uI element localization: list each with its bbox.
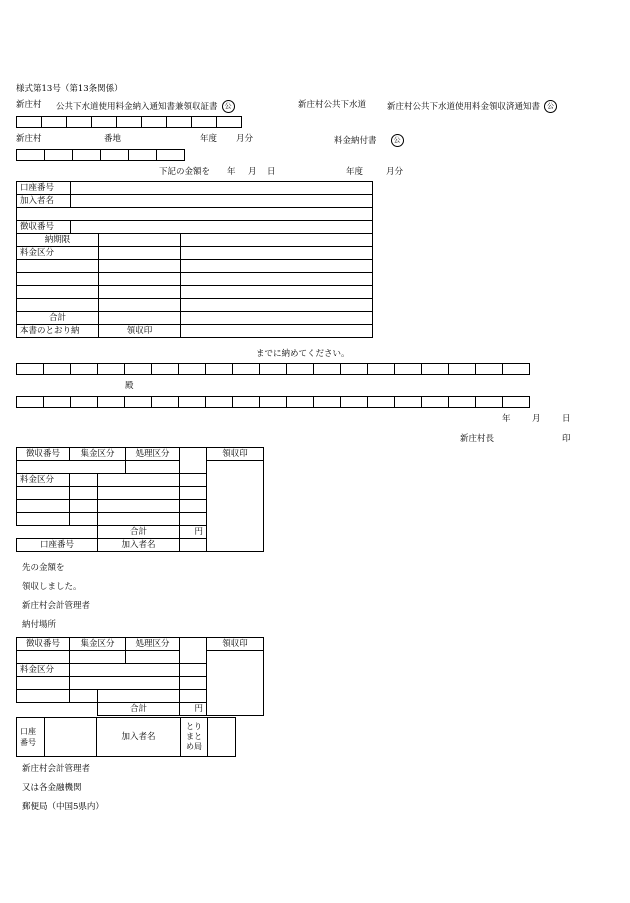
stub1-yen: 円	[180, 526, 207, 539]
receipt-seal-label: 領収印	[99, 325, 181, 338]
received-line-4: 納付場所	[22, 620, 57, 630]
stub2-processing-cat: 処理区分	[126, 638, 180, 651]
address-lot: 番地	[104, 134, 122, 144]
stub1-subscriber: 加入者名	[98, 539, 180, 552]
stub2-total: 合計	[98, 703, 180, 716]
stub2-account-no: 口座番号	[17, 718, 45, 757]
payment-doc-text: 料金納付書	[334, 136, 377, 146]
receipt-stub-1	[16, 447, 264, 552]
stub1-account-no: 口座番号	[17, 539, 98, 552]
box-row-top	[16, 116, 242, 128]
receipt-stub-2-bottom	[16, 717, 236, 757]
pay-per-doc-label: 本書のとおり納	[17, 325, 99, 338]
amount-line-month: 月	[248, 167, 257, 177]
recipient-suffix: 殿	[125, 381, 134, 391]
deadline-text: までに納めてください。	[256, 349, 350, 359]
stub2-collection-cat: 集金区分	[70, 638, 126, 651]
stub2-receipt-seal: 領収印	[207, 638, 264, 651]
due-date-label: 納期限	[17, 234, 99, 247]
stub2-subscriber: 加入者名	[97, 718, 181, 757]
footer-line-3: 郵便局（中国5県内）	[22, 802, 104, 812]
receipt-notice-title	[387, 100, 557, 113]
date-day: 日	[562, 414, 571, 424]
total-label: 合計	[17, 312, 99, 325]
box-row-address	[16, 149, 185, 161]
stub1-fee-category: 料金区分	[17, 474, 70, 487]
stub1-collection-cat: 集金区分	[70, 448, 126, 461]
received-line-1: 先の金額を	[22, 563, 65, 573]
amount-line-year: 年	[227, 167, 236, 177]
box-row-recipient	[16, 396, 530, 408]
notice-title	[56, 100, 235, 113]
amount-line-text: 下記の金額を	[159, 167, 211, 177]
box-row-deadline	[16, 363, 530, 375]
payment-doc-title	[334, 134, 404, 147]
collection-no-label: 徴収番号	[17, 221, 71, 234]
mayor-title: 新庄村長	[460, 434, 495, 444]
stub2-collection-no: 徴収番号	[17, 638, 70, 651]
address-village: 新庄村	[16, 134, 42, 144]
main-payment-table	[16, 181, 373, 338]
receipt-stub-2	[16, 637, 264, 716]
receipt-notice-title-text: 新庄村公共下水道使用料金領収済通知書	[387, 102, 541, 112]
amount-line-month-part: 月分	[386, 167, 404, 177]
official-seal-icon: 公	[391, 134, 404, 147]
footer-line-1: 新庄村会計管理者	[22, 764, 91, 774]
form-number: 様式第13号（第13条関係）	[16, 84, 123, 94]
address-year: 年度	[200, 134, 218, 144]
stub1-total: 合計	[98, 526, 180, 539]
amount-line-day: 日	[267, 167, 276, 177]
amount-line-fiscal-year: 年度	[346, 167, 364, 177]
header-village: 新庄村	[16, 100, 42, 110]
footer-line-2: 又は各金融機関	[22, 783, 82, 793]
received-line-2: 領収しました。	[22, 582, 82, 592]
received-line-3: 新庄村会計管理者	[22, 601, 91, 611]
stub2-collecting-office: とりまとめ局	[181, 718, 208, 757]
official-seal-icon: 公	[222, 100, 235, 113]
stub1-collection-no: 徴収番号	[17, 448, 70, 461]
notice-title-text: 公共下水道使用料金納入通知書兼領収証書	[56, 102, 218, 112]
subscriber-label: 加入者名	[17, 195, 71, 208]
date-year: 年	[502, 414, 511, 424]
stub2-fee-category: 料金区分	[17, 664, 70, 677]
mayor-seal: 印	[562, 434, 571, 444]
account-no-label: 口座番号	[17, 182, 71, 195]
official-seal-icon: 公	[544, 100, 557, 113]
stub1-processing-cat: 処理区分	[126, 448, 180, 461]
date-month: 月	[532, 414, 541, 424]
stub2-yen: 円	[180, 703, 207, 716]
address-month-part: 月分	[236, 134, 254, 144]
sewer-label: 新庄村公共下水道	[298, 100, 367, 110]
fee-category-label: 料金区分	[17, 247, 99, 260]
stub1-receipt-seal: 領収印	[207, 448, 264, 461]
